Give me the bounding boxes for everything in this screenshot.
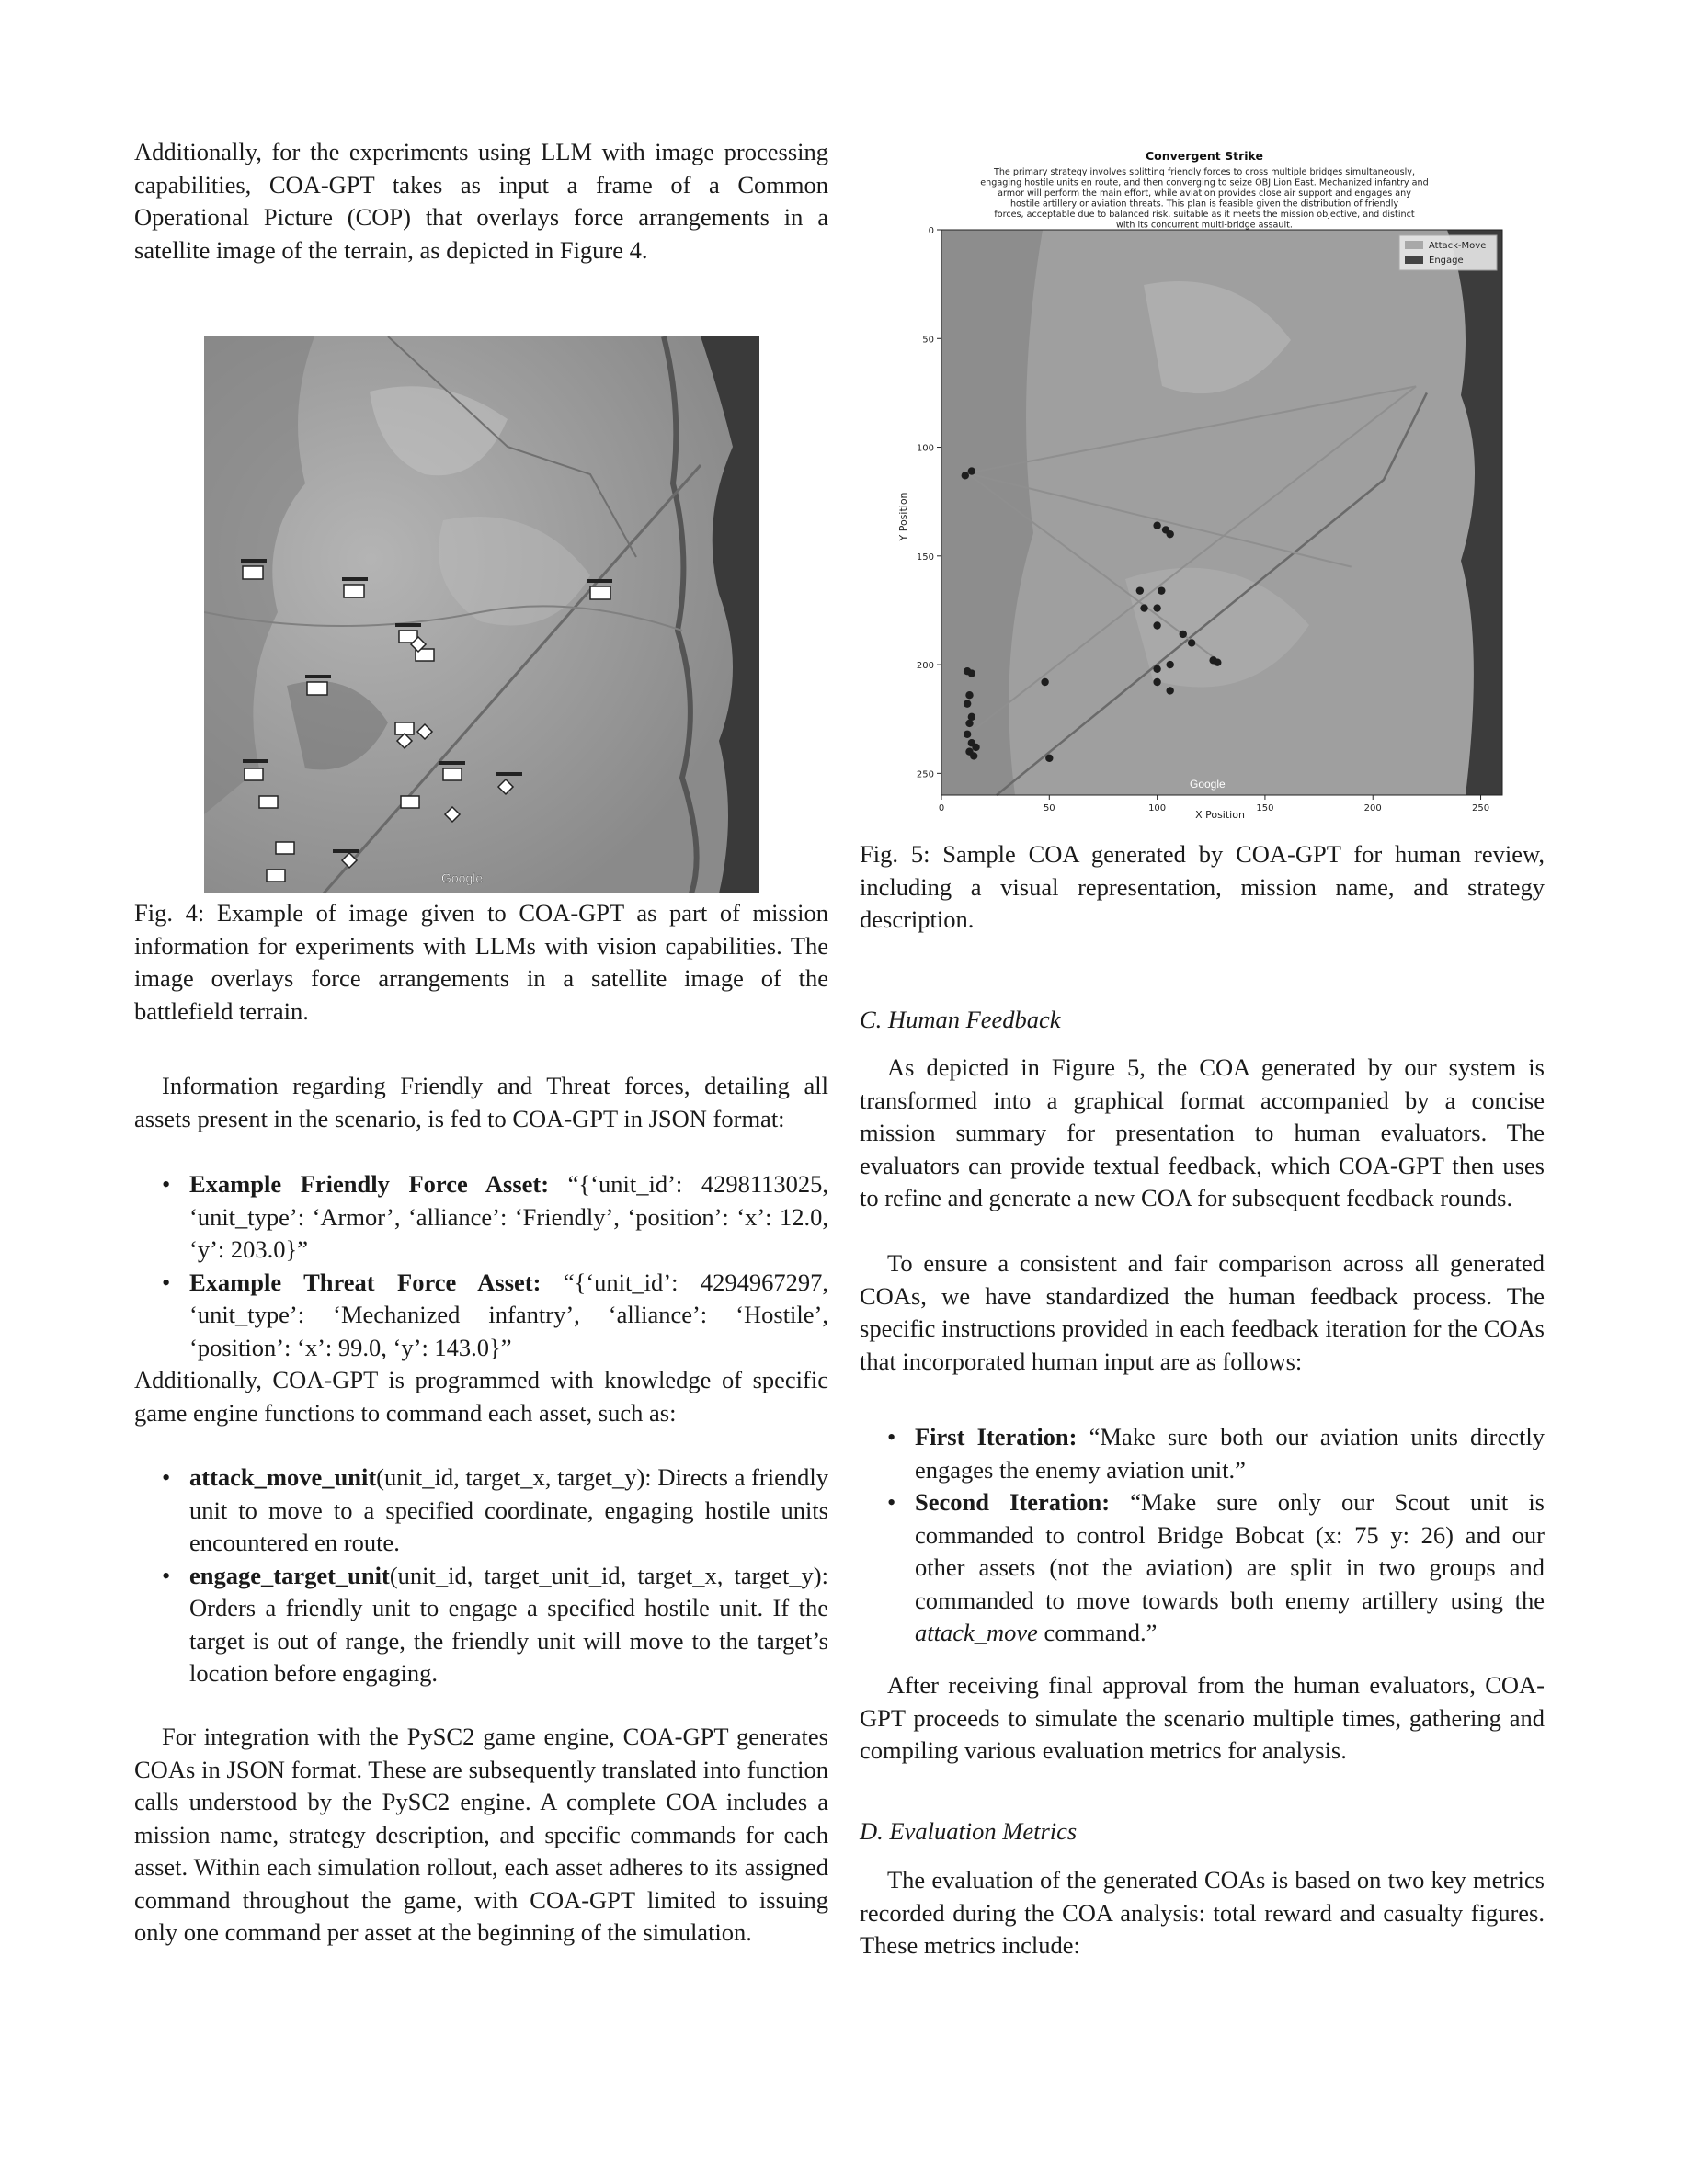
x-axis-label: X Position	[1195, 809, 1245, 821]
unit-point	[1136, 586, 1144, 594]
section-c-paragraph-3: After receiving final approval from the human evaluators, COA-GPT proceeds to simulate the scenario multiple times, gathering and compiling various evaluation metrics for analysis.	[860, 1671, 1545, 1764]
info-paragraph: Information regarding Friendly and Threat forces, detailing all assets present in the scenario, is fed to COA-GPT in JSON format:	[134, 1072, 828, 1132]
section-c-heading: C. Human Feedback	[860, 1006, 1061, 1033]
unit-point	[1158, 586, 1165, 594]
unit-point	[1166, 661, 1173, 668]
section-d-heading: D. Evaluation Metrics	[860, 1817, 1078, 1845]
list-item: • attack_move_unit(unit_id, target_x, target_y): Directs a friendly unit to move to a specified coordinate, engaging hostile units encountered en route.	[162, 1463, 828, 1556]
unit-point	[1180, 631, 1187, 638]
x-tick-label: 150	[1256, 803, 1274, 813]
unit-point	[1153, 678, 1160, 686]
unit-point	[964, 700, 971, 707]
plot-area	[941, 230, 1502, 795]
figure-5-caption: Fig. 5: Sample COA generated by COA-GPT for human review, including a visual representation, mission name, and strategy description.	[860, 840, 1545, 933]
unit-point	[968, 467, 975, 474]
legend-label: Attack-Move	[1429, 241, 1487, 251]
unit-point	[964, 731, 971, 738]
google-watermark: Google	[441, 870, 484, 885]
y-axis-label: Y Position	[897, 492, 909, 541]
asset-examples-list	[134, 1168, 828, 1364]
x-tick-label: 200	[1363, 803, 1382, 813]
list-item: • engage_target_unit(unit_id, target_unit_id, target_x, target_y): Orders a friendly unit to engage a specified hostile unit. If the target is out of range, the friendly unit will move to the target’s location before engaging.	[162, 1561, 828, 1687]
section-c-paragraph-1: As depicted in Figure 5, the COA generated by our system is transformed into a graphical format accompanied by a concise mission summary for presentation to human evaluators. The evaluators can provide textual feedback, which COA-GPT then uses to refine and generate a new COA for subsequent feedback rounds.	[860, 1053, 1545, 1211]
feedback-iterations-list	[860, 1421, 1545, 1650]
integration-paragraph: For integration with the PySC2 game engine, COA-GPT generates COAs in JSON format. These are subsequently translated into function calls understood by the PySC2 engine. A complete COA includes a mission name, strategy description, and specific commands for each asset. Within each simulation rollout, each asset adheres to its assigned command throughout the game, with COA-GPT limited to issuing only one command per asset at the beginning of the simulation.	[134, 1723, 828, 1946]
unit-point	[1045, 755, 1053, 762]
unit-point	[1166, 687, 1173, 694]
unit-point	[965, 691, 973, 699]
unit-point	[1041, 678, 1048, 686]
legend-label: Engage	[1429, 256, 1464, 266]
x-tick-label: 100	[1148, 803, 1167, 813]
satellite-map	[204, 336, 759, 893]
y-tick-label: 100	[916, 443, 934, 454]
chart-subtitle-line: engaging hostile units en route, and then converging to seize OBJ Lion East. Mechanized infantry and	[980, 177, 1429, 188]
unit-point	[968, 669, 975, 677]
figure-4-satellite-image	[204, 336, 759, 893]
unit-point	[970, 752, 977, 759]
unit-point	[1153, 521, 1160, 529]
unit-point	[1214, 659, 1221, 666]
additionally-paragraph: Additionally, COA-GPT is programmed with knowledge of specific game engine functions to command each asset, such as:	[134, 1366, 828, 1427]
chart-legend	[1399, 235, 1497, 270]
list-item: • Example Threat Force Asset: “{‘unit_id’: 4294967297, ‘unit_type’: ‘Mechanized infantry’, ‘alliance’: ‘Hostile’, ‘position’: ‘x’: 99.0, ‘y’: 143.0}”	[162, 1268, 828, 1361]
y-tick-label: 200	[916, 661, 934, 672]
unit-point	[962, 472, 969, 479]
legend-swatch	[1405, 256, 1423, 264]
intro-paragraph: Additionally, for the experiments using LLM with image processing capabilities, COA-GPT takes as input a frame of a Common Operational Picture (COP) that overlays force arrangements in a satellite image of the terrain, as depicted in Figure 4.	[134, 138, 828, 264]
google-watermark: Google	[1190, 778, 1226, 791]
unit-point	[965, 720, 973, 727]
figure-5-chart	[892, 147, 1517, 827]
functions-list	[134, 1462, 828, 1690]
unit-point	[1166, 530, 1173, 538]
legend-swatch	[1405, 241, 1423, 249]
unit-point	[972, 744, 979, 751]
unit-point	[1153, 665, 1160, 673]
convergent-strike-chart	[892, 147, 1517, 827]
list-item: • Example Friendly Force Asset: “{‘unit_id’: 4298113025, ‘unit_type’: ‘Armor’, ‘alliance’: ‘Friendly’, ‘position’: ‘x’: 12.0, ‘y’: 203.0}”	[162, 1170, 828, 1263]
section-c-paragraph-2: To ensure a consistent and fair comparison across all generated COAs, we have standardized the human feedback process. The specific instructions provided in each feedback iteration for the COAs that incorporated human input are as follows:	[860, 1249, 1545, 1375]
unit-point	[1188, 639, 1195, 646]
figure-4-caption: Fig. 4: Example of image given to COA-GPT as part of mission information for experiments with LLMs with vision capabilities. The image overlays force arrangements in a satellite image of the battlefield terrain.	[134, 899, 828, 1025]
list-item: • Second Iteration: “Make sure only our Scout unit is commanded to control Bridge Bobcat (x: 75 y: 26) and our other assets (not the aviation) are split in two groups and commanded to move towards both enemy artillery using the attack_move command.”	[887, 1488, 1545, 1646]
chart-subtitle	[980, 167, 1428, 231]
section-d-paragraph-1: The evaluation of the generated COAs is based on two key metrics recorded during the COA analysis: total reward and casualty figures. These metrics include:	[860, 1866, 1545, 1959]
unit-point	[1153, 604, 1160, 611]
x-tick-label: 50	[1043, 803, 1055, 813]
chart-title: Convergent Strike	[1146, 149, 1263, 163]
y-tick-label: 0	[928, 226, 934, 236]
y-tick-label: 250	[916, 769, 934, 780]
chart-subtitle-line: hostile artillery or aviation threats. This plan is feasible given the distribution of friendly	[1009, 199, 1399, 210]
chart-subtitle-line: with its concurrent multi-bridge assault.	[1116, 220, 1293, 231]
x-tick-label: 0	[938, 803, 945, 813]
y-tick-label: 150	[916, 552, 934, 563]
unit-point	[1140, 604, 1147, 611]
y-tick-label: 50	[922, 335, 934, 346]
list-item: • First Iteration: “Make sure both our aviation units directly engages the enemy aviation unit.”	[887, 1423, 1545, 1484]
chart-subtitle-line: The primary strategy involves splitting friendly forces to cross multiple bridges simultaneously,	[993, 167, 1416, 177]
chart-subtitle-line: forces, acceptable due to balanced risk, suitable as it meets the mission objective, and distinct	[994, 210, 1415, 220]
chart-subtitle-line: armor will perform the main effort, while aviation provides close air support and engages any	[998, 188, 1411, 199]
unit-point	[1153, 621, 1160, 629]
x-tick-label: 250	[1471, 803, 1490, 813]
